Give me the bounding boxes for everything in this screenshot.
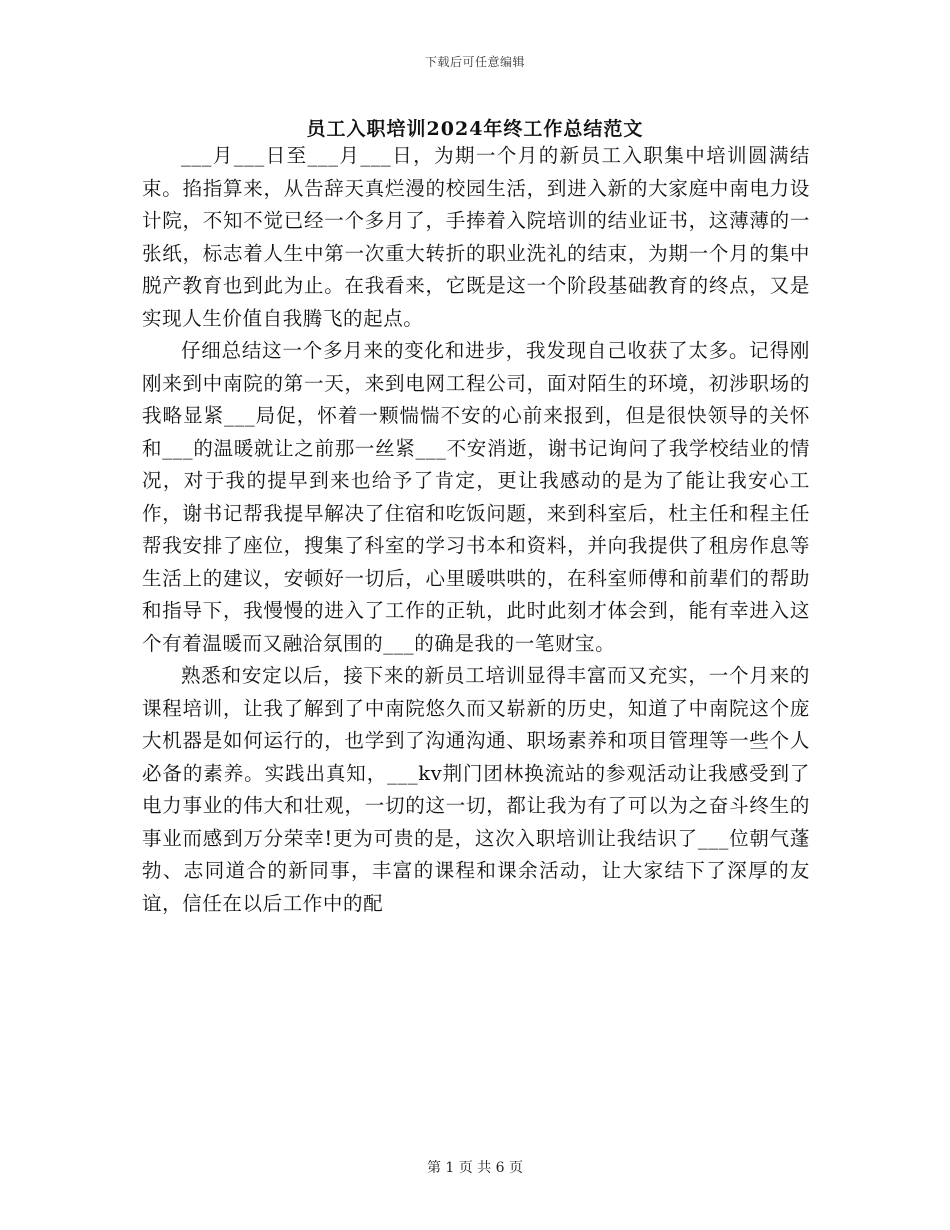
paragraph-3: 熟悉和安定以后，接下来的新员工培训显得丰富而又充实，一个月来的课程培训，让我了解到了中南院悠久而又崭新的历史，知道了中南院这个庞大机器是如何运行的，也学到了沟通沟通、职场素养和项目管理等一些个人必备的素养。实践出真知，___kv荆门团林换流站的参观活动让我感受到了电力事业的伟大和壮观，一切的这一切，都让我为有了可以为之奋斗终生的事业而感到万分荣幸!更为可贵的是，这次入职培训让我结识了___位朝气蓬勃、志同道合的新同事，丰富的课程和课余活动，让大家结下了深厚的友谊，信任在以后工作中的配: [142, 664, 810, 915]
page-indicator: 第 1 页 共 6 页: [426, 1160, 524, 1176]
paragraph-1: ___月___日至___月___日，为期一个月的新员工入职集中培训圆满结束。掐指算来，从告辞天真烂漫的校园生活，到进入新的大家庭中南电力设计院，不知不觉已经一个多月了，手捧着入院培训的结业证书，这薄薄的一张纸，标志着人生中第一次重大转折的职业洗礼的结束，为期一个月的集中脱产教育也到此为止。在我看来，它既是这一个阶段基础教育的终点，又是实现人生价值自我腾飞的起点。: [142, 144, 810, 330]
header-note: 下载后可任意编辑: [424, 55, 525, 69]
paragraph-2: 仔细总结这一个多月来的变化和进步，我发现自己收获了太多。记得刚刚来到中南院的第一天，来到电网工程公司，面对陌生的环境，初涉职场的我略显紧___局促，怀着一颗惴惴不安的心前来报到，但是很快领导的关怀和___的温暖就让之前那一丝紧___不安消逝，谢书记询问了我学校结业的情况，对于我的提早到来也给予了肯定，更让我感动的是为了能让我安心工作，谢书记帮我提早解决了住宿和吃饭问题，来到科室后，杜主任和程主任帮我安排了座位，搜集了科室的学习书本和资料，并向我提供了租房作息等生活上的建议，安顿好一切后，心里暖哄哄的，在科室师傅和前辈们的帮助和指导下，我慢慢的进入了工作的正轨，此时此刻才体会到，能有幸进入这个有着温暖而又融洽氛围的___的确是我的一笔财宝。: [142, 339, 810, 655]
document-body: [142, 140, 810, 920]
document-title: 员工入职培训2024年终工作总结范文: [306, 118, 644, 140]
